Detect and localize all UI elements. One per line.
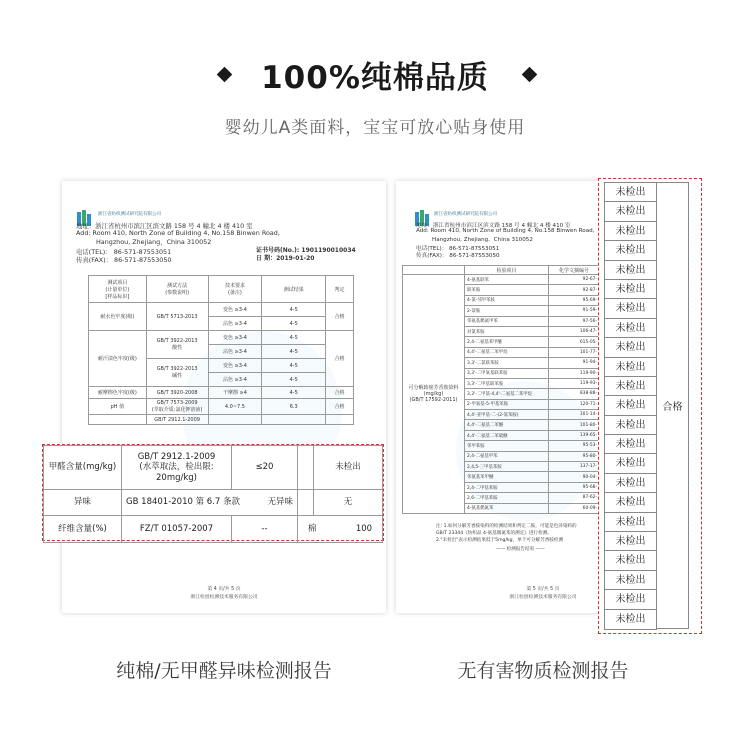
table-cell: 4-5: [262, 345, 326, 359]
cas-number-cell: 838-88-: [549, 389, 600, 399]
result-cell: 未检出: [605, 396, 656, 415]
callout-item: 异味: [44, 490, 122, 516]
tel-line: 电话(TEL)： 86-571-87553051: [76, 248, 172, 256]
amine-name-cell: 邻氨基偶氮甲苯: [465, 316, 549, 326]
amine-name-cell: 4,4'-二氨基二苯硫醚: [465, 430, 549, 440]
cas-number-cell: 90-04-: [549, 472, 600, 482]
result-cell: 未检出: [605, 513, 656, 532]
result-cell: 未检出: [605, 416, 656, 435]
table-header-cell: 测试方法 (参数说明): [146, 276, 208, 303]
table-cell: 4-5: [262, 387, 326, 399]
table-cell: 耐汗渍色牢度(级): [89, 331, 147, 387]
table-cell: 耐摩擦色牢度(级): [89, 387, 147, 399]
table-header-cell: 检验项目: [465, 266, 549, 275]
table-cell: 沾色 ≥3-4: [208, 373, 262, 387]
company-footer: 浙江检创检测技术服务有限公司: [190, 595, 258, 600]
verdict-text: 合格: [662, 402, 683, 413]
table-cell: GB/T 7573-2009 (萃取介质:氯化钾溶液): [146, 399, 208, 415]
table-cell: [208, 415, 262, 425]
table-cell: 变色 ≥3-4: [208, 359, 262, 373]
cas-number-cell: 137-17-: [549, 462, 600, 472]
address-line-1: 地址：浙江省杭州市滨江区滨文路 158 号 4 幢北 4 楼 410 室: [76, 222, 253, 230]
result-cell: 未检出: [605, 222, 656, 241]
left-report-card: [62, 181, 386, 613]
amine-name-cell: 2,4-二甲基苯胺: [465, 482, 549, 492]
table-cell: 4.0~7.5: [208, 399, 262, 415]
result-cell: 未检出: [605, 299, 656, 318]
page-footer: 第 4 页/共 5 页: [207, 587, 241, 592]
right-callout-results: [598, 178, 702, 634]
amine-name-cell: 2,4-二氨基苯甲醚: [465, 337, 549, 347]
amine-name-cell: 3,3'-二甲基联苯胺: [465, 378, 549, 388]
left-report-table: [88, 275, 354, 425]
callout-method-line: (水萃取法，检出限:: [139, 462, 214, 473]
table-cell: [403, 266, 465, 275]
table-cell: 6.3: [262, 399, 326, 415]
cas-number-cell: 87-62-: [549, 493, 600, 503]
result-cell: 未检出: [605, 493, 656, 512]
cas-number-cell: 91-59-: [549, 306, 600, 316]
cas-number-cell: 119-93-: [549, 378, 600, 388]
result-cell: 未检出: [605, 551, 656, 570]
table-cell: [89, 415, 147, 425]
result-cell: 未检出: [605, 377, 656, 396]
table-cell: 4-5: [262, 317, 326, 331]
amine-name-cell: 3,3'-二甲基-4,4'-二氨基二苯甲烷: [465, 389, 549, 399]
table-cell: GB/T 3922-2013 酸性: [146, 331, 208, 359]
cas-number-cell: 119-90-: [549, 368, 600, 378]
table-cell: 4-5: [262, 359, 326, 373]
left-caption: 纯棉/无甲醛异味检测报告: [116, 660, 332, 682]
amine-name-cell: 2,6-二甲基苯胺: [465, 493, 549, 503]
result-cell: 未检出: [605, 571, 656, 590]
address-line-1: 地址：浙江省杭州市滨江区滨文路 158 号 4 幢北 4 楼 410 室: [416, 223, 571, 229]
cas-number-cell: 120-71-: [549, 399, 600, 409]
result-cell: 未检出: [605, 241, 656, 260]
result-cell: 未检出: [605, 435, 656, 454]
lab-name: 浙江省纺织测试研究院有限公司: [98, 212, 161, 217]
left-callout-table: [42, 444, 384, 541]
callout-fiber-percent: 100: [355, 523, 373, 534]
result-cell: 未检出: [615, 613, 646, 625]
callout-result: [298, 516, 383, 543]
amine-name-cell: 2,4-二氨基甲苯: [465, 451, 549, 461]
amine-name-cell: 4,4'-二氨基二苯醚: [465, 420, 549, 430]
page-subtitle: 婴幼儿A类面料，宝宝可放心贴身使用: [224, 118, 526, 138]
table-cell: GB/T 2912.1-2009: [146, 415, 208, 425]
result-cell: 未检出: [605, 532, 656, 551]
amine-name-cell: 4-氨基联苯: [465, 275, 549, 285]
result-cell: 未检出: [605, 338, 656, 357]
callout-requirement: 无异味: [267, 497, 293, 508]
report-date: 日 期：2019-01-20: [256, 255, 315, 262]
amine-name-cell: 邻甲苯胺: [465, 441, 549, 451]
amine-name-cell: 4,4'-二氨基二苯甲烷: [465, 347, 549, 357]
results-column: [604, 182, 657, 630]
cas-number-cell: 139-65-: [549, 430, 600, 440]
result-cell: 未检出: [605, 319, 656, 338]
side-item-cell: 可分解致癌芳香胺染料(mg/kg) (GB/T 17592-2011): [403, 275, 465, 514]
table-cell: 合格: [326, 331, 354, 387]
amine-name-cell: 对氯苯胺: [465, 326, 549, 336]
result-cell: 未检出: [605, 261, 656, 280]
cas-number-cell: 95-80-: [549, 451, 600, 461]
table-header-cell: 测试项目 (计量单位) [样品标识]: [89, 276, 147, 303]
result-cell: 未检出: [605, 202, 656, 221]
table-cell: 4-5: [262, 331, 326, 345]
cas-number-cell: 615-05-: [549, 337, 600, 347]
callout-method-line: GB 18401-2010 第 6.7 条款: [126, 497, 241, 508]
address-line-3: Hangzhou, Zhejiang，China 310052: [432, 237, 533, 243]
cas-number-cell: 91-94-: [549, 358, 600, 368]
amine-name-cell: 2,4,5-三甲基苯胺: [465, 462, 549, 472]
table-cell: GB/T 3920-2008: [146, 387, 208, 399]
cas-number-cell: 95-69-: [549, 295, 600, 305]
table-cell: 合格: [326, 387, 354, 399]
page-footer: 第 5 页/共 5 页: [526, 587, 560, 592]
cas-number-cell: 92-87-: [549, 285, 600, 295]
fax-line: 传真(FAX)： 86-571-87553050: [416, 253, 500, 259]
table-cell: [262, 415, 326, 425]
right-report-table: [402, 265, 600, 514]
note-line-2: GB/T 23344《纺织品 4-氨基偶氮苯的测定》进行检测。: [436, 531, 552, 536]
table-header-cell: 技术要求 (备注): [208, 276, 262, 303]
table-cell: 干摩擦 ≥4: [208, 387, 262, 399]
cas-number-cell: 101-14-: [549, 410, 600, 420]
address-line-2: Add: Room 410, North Zone of Building 4, No.158 Binwen Road,: [416, 228, 595, 234]
amine-name-cell: 联苯胺: [465, 285, 549, 295]
fax-line: 传真(FAX)： 86-571-87553050: [76, 256, 172, 264]
table-cell: 沾色 ≥3-4: [208, 345, 262, 359]
result-cell: 未检出: [605, 590, 656, 609]
callout-result: [298, 446, 314, 490]
table-cell: GB/T 3922-2013 碱性: [146, 359, 208, 387]
callout-method-line: GB/T 2912.1-2009: [137, 452, 216, 463]
amine-name-cell: 邻氨基苯甲醚: [465, 472, 549, 482]
address-line-2: Add: Room 410, North Zone of Building 4, No.158 Binwen Road,: [76, 229, 280, 237]
table-cell: 4-5: [262, 303, 326, 317]
callout-item: 纤维含量(%): [44, 516, 122, 543]
cas-number-cell: 101-77-: [549, 347, 600, 357]
amine-name-cell: 4,4'-亚甲基-二-(2-氯苯胺): [465, 410, 549, 420]
result-cell: 未检出: [605, 454, 656, 473]
amine-name-cell: 2-甲氧基-5-甲基苯胺: [465, 399, 549, 409]
cas-number-cell: 95-53-: [549, 441, 600, 451]
table-header-cell: 测试结果: [262, 276, 326, 303]
note-line-3: 2."未检出"表示检测结果低于5mg/kg，单个可分解芳香胺检测: [436, 538, 564, 543]
page-title: 100%纯棉品质: [261, 60, 489, 96]
cert-number: 证书号码(No.): 1901190010034: [256, 247, 356, 254]
callout-verdict: 未检出: [314, 446, 383, 490]
callout-method: FZ/T 01057-2007: [122, 516, 232, 543]
callout-method: [122, 446, 232, 490]
table-cell: 沾色 ≥3-4: [208, 317, 262, 331]
callout-item: 甲醛含量(mg/kg): [44, 446, 122, 490]
lab-name: 浙江省纺织测试研究院有限公司: [434, 212, 497, 217]
result-cell: 未检出: [605, 280, 656, 299]
tel-line: 电话(TEL)： 86-571-87553051: [416, 246, 500, 252]
right-caption: 无有害物质检测报告: [457, 660, 629, 682]
table-cell: 变色 ≥3-4: [208, 331, 262, 345]
callout-method-line: 20mg/kg): [156, 472, 197, 483]
amine-name-cell: 4-氯-邻甲苯胺: [465, 295, 549, 305]
verdict-column: [657, 182, 689, 629]
table-cell: 耐水色牢度(级): [89, 303, 147, 331]
table-cell: GB/T 5713-2013: [146, 303, 208, 331]
table-header-cell: 化学文摘编号: [549, 266, 600, 275]
cas-number-cell: 60-09-: [549, 503, 600, 513]
callout-requirement: ≤20: [232, 446, 298, 490]
amine-name-cell: 4-氨基偶氮苯: [465, 503, 549, 513]
callout-requirement: --: [232, 516, 298, 543]
cas-number-cell: 97-56-: [549, 316, 600, 326]
callout-result: [298, 490, 314, 516]
amine-name-cell: 2-萘胺: [465, 306, 549, 316]
cas-number-cell: 92-67-: [549, 275, 600, 285]
cas-number-cell: 95-68-: [549, 482, 600, 492]
callout-fiber: 棉: [307, 523, 317, 534]
note-line-1: 注: 1.如何分解芳香胺染料的检测结果和判定二胺，可能是色泽染料的: [436, 524, 577, 529]
company-footer: 浙江检创检测技术服务有限公司: [509, 595, 577, 600]
table-cell: pH 值: [89, 399, 147, 415]
table-cell: [326, 415, 354, 425]
callout-method: [122, 490, 298, 516]
address-line-3: Hangzhou, Zhejiang，China 310052: [96, 238, 212, 246]
callout-verdict: 无: [314, 490, 383, 516]
table-cell: 合格: [326, 303, 354, 331]
amine-name-cell: 3,3'-二氯联苯胺: [465, 358, 549, 368]
cas-number-cell: 106-47-: [549, 326, 600, 336]
result-cell: 未检出: [605, 183, 656, 202]
table-cell: 4-5: [262, 373, 326, 387]
result-cell: 未检出: [605, 474, 656, 493]
amine-name-cell: 3,3'-二甲氧基联苯胺: [465, 368, 549, 378]
cas-number-cell: 101-80-: [549, 420, 600, 430]
section-header: [0, 52, 750, 102]
report-end-line: —— 检测报告结束 ——: [496, 547, 545, 552]
table-cell: 变色 ≥3-4: [208, 303, 262, 317]
result-cell: 未检出: [605, 358, 656, 377]
table-cell: 合格: [326, 399, 354, 415]
table-header-cell: 判定: [326, 276, 354, 303]
